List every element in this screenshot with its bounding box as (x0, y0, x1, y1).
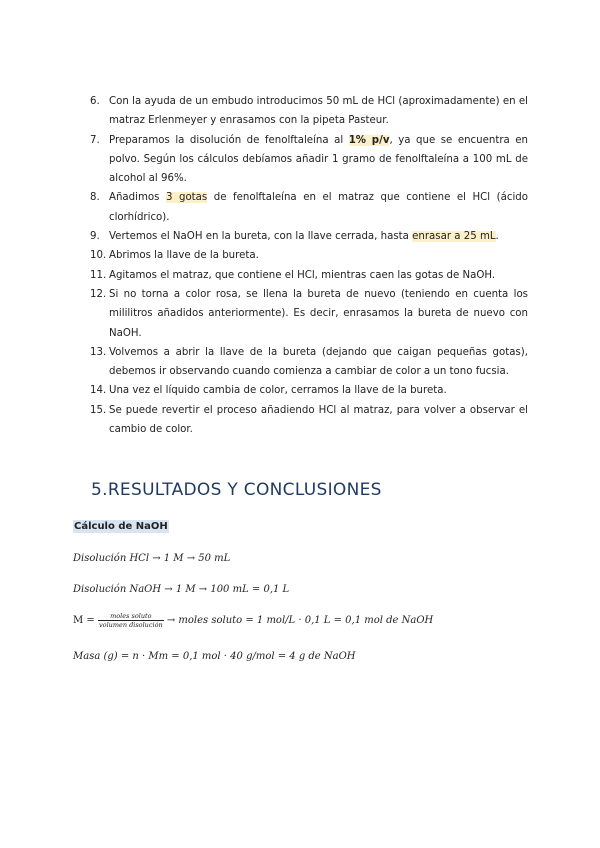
step-number: 6. (90, 96, 100, 107)
step-number: 11. (90, 269, 107, 281)
procedure-step (90, 285, 528, 343)
formula-molarity-lhs: M = (73, 615, 95, 626)
highlighted-text: 3 gotas (165, 192, 208, 204)
step-number: 8. (90, 192, 100, 204)
step-number: 14. (90, 385, 107, 397)
procedure-step (90, 246, 528, 265)
step-text: Vertemos el NaOH en la bureta, con la llave cerrada, hasta (109, 231, 413, 243)
step-text: Abrimos la llave de la bureta. (109, 250, 259, 262)
step-number: 7. (90, 134, 100, 146)
step-text: Agitamos el matraz, que contiene el HCl, mientras caen las gotas de NaOH. (109, 269, 496, 281)
step-text: Preparamos la disolución de fenolftaleína al (109, 134, 349, 146)
formula-molarity (73, 612, 433, 629)
step-text: Si no torna a color rosa, se llena la bureta de nuevo (teniendo en cuenta los mililitros añadidos anteriormente). Es decir, enrasamos la bureta de nuevo con NaOH. (109, 288, 528, 339)
step-text: Con la ayuda de un embudo introducimos 50 mL de HCl (aproximadamente) en el matraz Erlenmeyer y enrasamos con la pipeta Pasteur. (109, 96, 528, 127)
formula-mass: Masa (g) = n · Mm = 0,1 mol · 40 g/mol = 4 g de NaOH (73, 651, 356, 662)
step-text: . (495, 231, 499, 243)
procedure-steps-list (90, 92, 528, 439)
calc-title: Cálculo de NaOH (74, 521, 168, 532)
formula-molarity-rhs: → moles soluto = 1 mol/L · 0,1 L = 0,1 mol de NaOH (166, 615, 434, 626)
step-text: Añadimos (109, 192, 166, 204)
step-text: de fenolftaleína en el matraz que contiene el HCl (ácido clorhídrico). (109, 192, 529, 223)
step-number: 12. (90, 288, 107, 300)
section-heading: 5.RESULTADOS Y CONCLUSIONES (91, 480, 382, 500)
step-text: Volvemos a abrir la llave de la bureta (dejando que caigan pequeñas gotas), debemos ir observando cuando comienza a cambiar de color a un tono fucsia. (109, 346, 528, 378)
formula-fraction (98, 612, 164, 629)
formula-naoh: Disolución NaOH → 1 M → 100 mL = 0,1 L (73, 584, 290, 595)
procedure-step (90, 131, 528, 189)
step-number: 9. (90, 231, 100, 243)
procedure-step (90, 266, 528, 285)
step-number: 10. (90, 250, 107, 262)
procedure-step (90, 343, 528, 382)
formula-fraction-numerator: moles soluto (98, 612, 164, 621)
highlighted-text: enrasar a 25 mL (412, 231, 496, 243)
step-number: 13. (90, 346, 107, 358)
procedure-step (90, 401, 528, 440)
procedure-step (90, 188, 528, 227)
formula-fraction-denominator: volumen disolución (98, 621, 163, 629)
highlighted-text: 1% p/v (348, 134, 390, 146)
step-number: 15. (90, 404, 107, 416)
step-text: , ya que se encuentra en polvo. Según los cálculos debíamos añadir 1 gramo de fenolftaleína a 100 mL de alcohol al 96%. (109, 134, 528, 185)
step-text: Una vez el líquido cambia de color, cerramos la llave de la bureta. (109, 385, 447, 397)
procedure-step (90, 92, 528, 131)
procedure-step (90, 227, 528, 246)
procedure-step (90, 381, 528, 400)
formula-hcl: Disolución HCl → 1 M → 50 mL (73, 553, 231, 564)
step-text: Se puede revertir el proceso añadiendo HCl al matraz, para volver a observar el cambio de color. (109, 404, 528, 436)
